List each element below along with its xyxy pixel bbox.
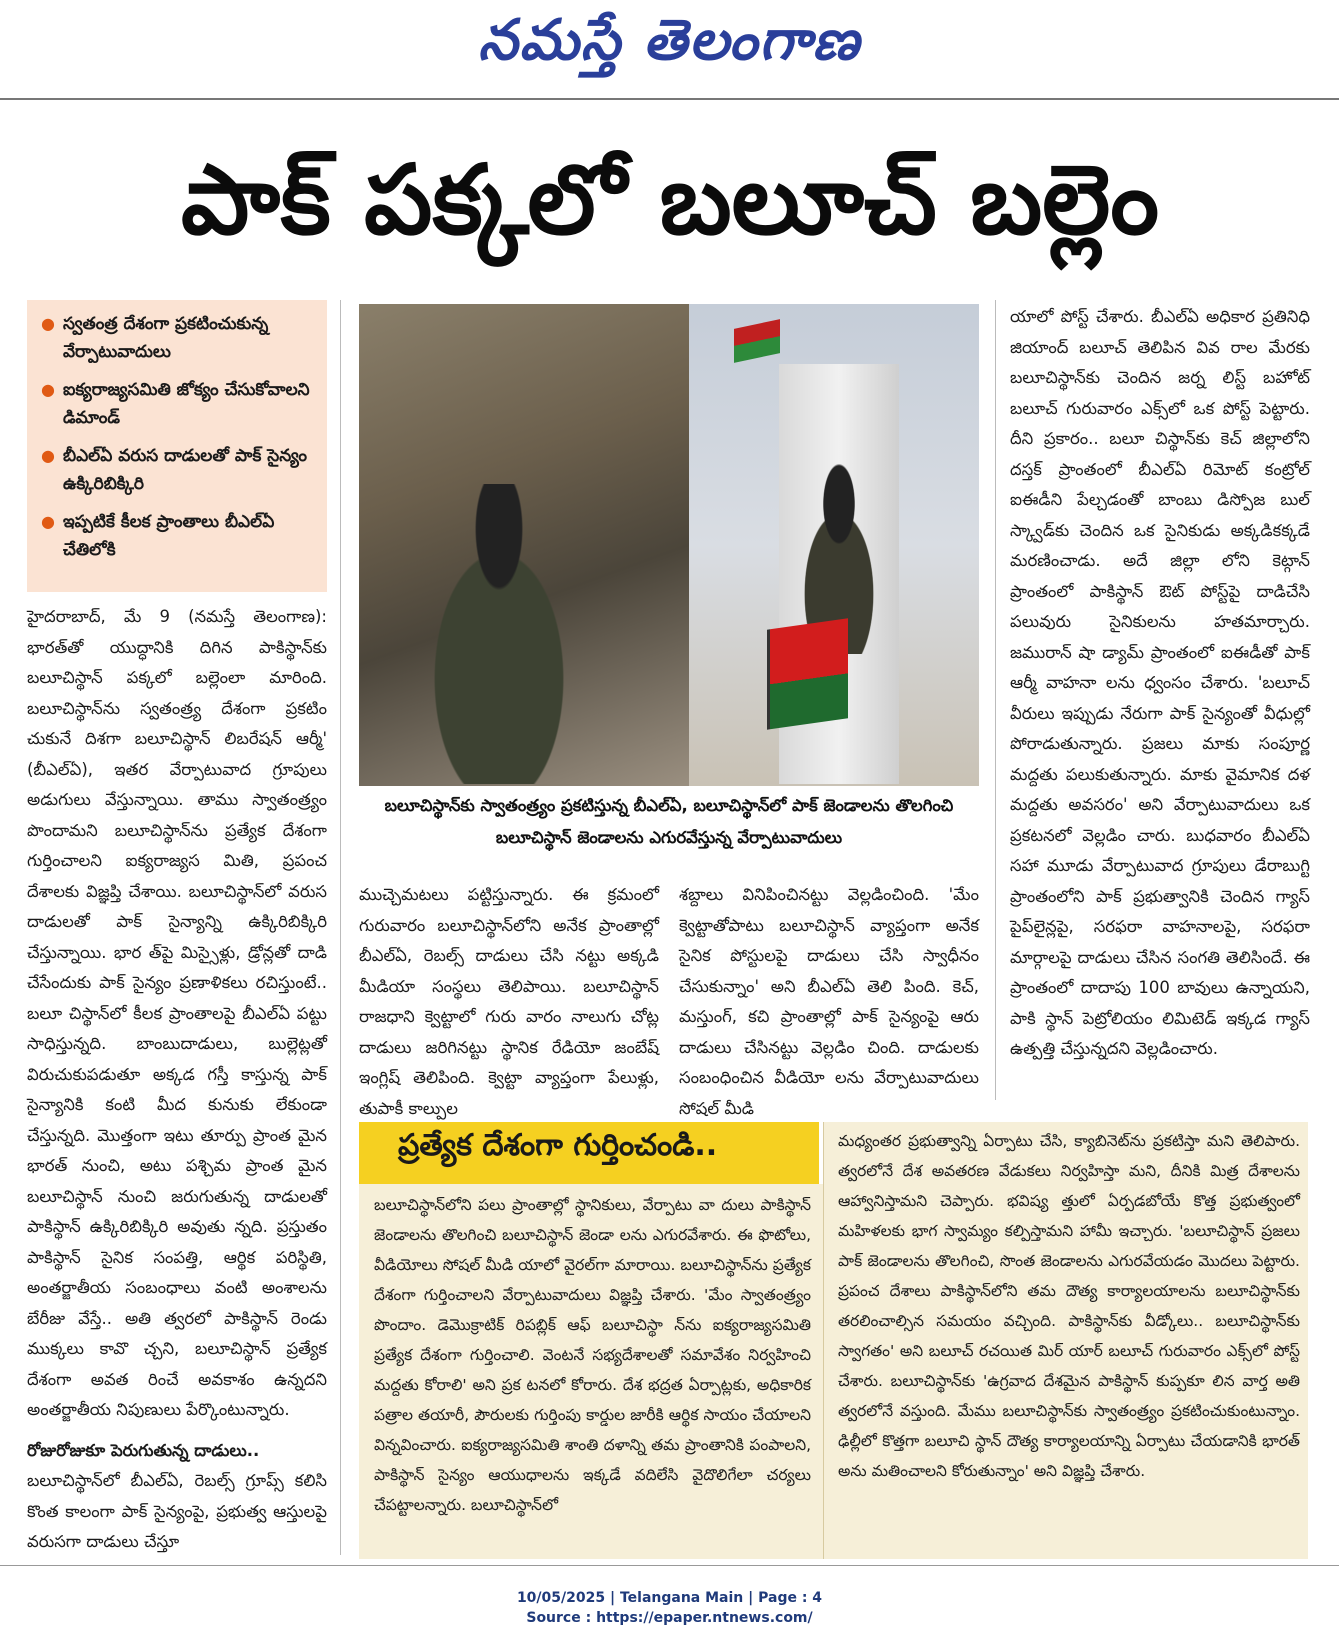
- article-column-4: [1010, 302, 1310, 1102]
- masthead: [0, 0, 1339, 98]
- subheading: రోజురోజుకూ పెరుగుతున్న దాడులు..: [27, 1440, 260, 1460]
- article-text: ముచ్చెమటలు పట్టిస్తున్నారు. ఈ క్రమంలో గురువారం బలూచిస్థాన్‌లోని అనేక ప్రాంతాల్లో బీఎల్‌ఏ, రెబల్స్ దాడులు చేసి నట్టు అక్కడి మీడియా సంస్థలు తెలిపాయి. బలూచిస్థాన్ రాజధాని క్వెట్టాలో గురు వారం నాలుగు చోట్ల దాడులు జరిగినట్టు స్థానిక రేడియో జంబేష్ ఇంగ్లిష్ తెలిపింది. క్వెట్టా వ్యాప్తంగా పేలుళ్లు, తుపాకీ కాల్పుల: [359, 885, 659, 1118]
- article-text: మధ్యంతర ప్రభుత్వాన్ని ఏర్పాటు చేసి, క్యాబినెట్‌ను ప్రకటిస్తా మని తెలిపారు. త్వరలోనే దేశ అవతరణ వేడుకలు నిర్వహిస్తా మని, దీనికి మిత్ర దేశాలను ఆహ్వానిస్తామని చెప్పారు. భవిష్య త్తులో ఏర్పడబోయే కొత్త ప్రభుత్వంలో మహిళలకు భాగ స్వామ్యం కల్పిస్తామని హామీ ఇచ్చారు. 'బలూచిస్థాన్ ప్రజలు పాక్ జెండాలను తొలగించి, సొంత జెండాలను ఎగురవేయడం మొదలు పెట్టారు. ప్రపంచ దేశాలు పాకిస్థాన్‌లోని తమ దౌత్య కార్యాలయాలను బలూచిస్థాన్‌కు తరలించాల్సిన సమయం వచ్చింది. పాకిస్థాన్‌కు వీడ్కోలు.. బలూచిస్థాన్‌కు స్వాగతం' అని బలూచ్ రచయిత మిర్ యార్ బలూచ్ గురువారం ఎక్స్‌లో పోస్ట్ చేశారు. బలూచిస్థాన్‌కు 'ఉగ్రవాద దేశమైన పాకిస్థాన్ కుప్పకూ లిన వార్త అతి త్వరలోనే వస్తుంది. మేము బలూచిస్థాన్‌కు స్వాతంత్ర్యం ప్రకటించుకుంటున్నాం. ఢిల్లీలో కొత్తగా బలూచి స్థాన్ దౌత్య కార్యాలయాన్ని ఏర్పాటు చేయడానికి భారత్ అను మతించాలని కోరుతున్నాం' అని విజ్ఞప్తి చేశారు.: [838, 1132, 1300, 1480]
- box-column-left: [374, 1190, 811, 1550]
- article-text: హైదరాబాద్, మే 9 (నమస్తే తెలంగాణ): భారత్‌తో యుద్ధానికి దిగిన పాకిస్థాన్‌కు బలూచిస్థాన్ పక్కలో బల్లెంలా మారింది. బలూచిస్థాన్‌ను స్వతంత్ర్య దేశంగా ప్రకటిం చుకునే దిశగా బలూచిస్థాన్ లిబరేషన్ ఆర్మీ' (బీఎల్‌ఏ), ఇతర వేర్పాటువాద గ్రూపులు అడుగులు వేస్తున్నాయి. తాము స్వాతంత్ర్యం పొందామని బలూచిస్థాన్‌ను ప్రత్యేక దేశంగా గుర్తించాలని ఐక్యరాజ్యస మితి, ప్రపంచ దేశాలకు విజ్ఞప్తి చేశాయి. బలూచిస్థాన్‌లో వరుస దాడులతో పాక్ సైన్యాన్ని ఉక్కిరిబిక్కిరి చేస్తున్నాయి. భార త్‌పై మిస్సైళ్లు, డ్రోన్లతో దాడి చేసేందుకు పాక్ సైన్యం ప్రణాళికలు రచిస్తుంటే.. బలూ చిస్థాన్‌లో కీలక ప్రాంతాలపై బీఎల్‌ఏ పట్టు సాధిస్తున్నది. బాంబుదాడులు, బుల్లెట్లతో విరుచుకుపడుతూ అక్కడ గస్తీ కాస్తున్న పాక్ సైన్యానికి కంటి మీద కునుకు లేకుండా చేస్తున్నది. మొత్తంగా ఇటు తూర్పు ప్రాంత మైన భారత్ నుంచి, అటు పశ్చిమ ప్రాంత మైన బలూచిస్థాన్ నుంచి జరుగుతున్న దాడులతో పాకిస్థాన్ ఉక్కిరిబిక్కిరి అవుతు న్నది. ప్రస్తుతం పాకిస్థాన్ సైనిక సంపత్తి, ఆర్థిక పరిస్థితి, అంతర్జాతీయ సంబంధాలు వంటి అంశాలను బేరీజు వేస్తే.. అతి త్వరలో పాకిస్థాన్ రెండు ముక్కలు కావొ చ్చని, బలూచిస్థాన్ ప్రత్యేక దేశంగా అవత రించే అవకాశం ఉన్నదని అంతర్జాతీయ నిపుణులు పేర్కొంటున్నారు.: [27, 607, 327, 1419]
- footer-divider: [0, 1565, 1339, 1566]
- masthead-title: నమస్తే తెలంగాణ: [478, 8, 861, 73]
- bullet-icon: ●: [41, 314, 55, 333]
- footer-source-link[interactable]: Source : https://epaper.ntnews.com/: [526, 1610, 813, 1626]
- flag-icon: [767, 618, 848, 729]
- article-column-2: [359, 880, 659, 1118]
- bullet-icon: ●: [41, 380, 55, 399]
- box-title: ప్రత్యేక దేశంగా గుర్తించండి..: [398, 1128, 718, 1163]
- soldier-figure: [399, 484, 599, 784]
- bullet-icon: ●: [41, 446, 55, 465]
- article-column-3: [679, 880, 979, 1118]
- flag-icon: [734, 319, 780, 363]
- highlights-box: [27, 300, 327, 592]
- highlight-item: ● బీఎల్ఏ వరుస దాడులతో పాక్ సైన్యం ఉక్కిరిబిక్కిరి: [41, 442, 317, 498]
- box-divider: [823, 1122, 824, 1559]
- article-text: బలూచిస్థాన్‌లోని పలు ప్రాంతాల్లో స్థానికులు, వేర్పాటు వా దులు పాకిస్థాన్ జెండాలను తొలగించి బలూచిస్థాన్ జెండా లను ఎగురవేశారు. ఈ ఫొటోలు, వీడియోలు సోషల్ మీడి యాలో వైరల్‌గా మారాయి. బలూచిస్థాన్‌ను ప్రత్యేక దేశంగా గుర్తించాలని వేర్పాటువాదులు విజ్ఞప్తి చేశారు. 'మేం స్వాతంత్ర్యం పొందాం. డెమొక్రాటిక్ రిపబ్లిక్ ఆఫ్ బలూచిస్థా న్‌ను ఐక్యరాజ్యసమితి ప్రత్యేక దేశంగా గుర్తించాలి. వెంటనే సభ్యదేశాలతో సమావేశం నిర్వహించి మద్దతు కోరాలి' అని ప్రక టనలో కోరారు. దేశ భద్రత ఏర్పాట్లకు, అధికారిక పత్రాల తయారీ, పౌరులకు గుర్తింపు కార్డుల జారీకి ఆర్థిక సాయం చేయాలని విన్నవించారు. ఐక్యరాజ్యసమితి శాంతి దళాన్ని తమ ప్రాంతానికి పంపాలని, పాకిస్థాన్ సైన్యం ఆయుధాలను ఇక్కడే వదిలేసి వైదొలిగేలా చర్యలు చేపట్టాలన్నారు. బలూచిస్థాన్‌లో: [374, 1196, 811, 1514]
- article-text: యాలో పోస్ట్ చేశారు. బీఎల్‌ఏ అధికార ప్రతినిధి జియాంద్ బలూచ్ తెలిపిన వివ రాల మేరకు బలూచిస్థాన్‌కు చెందిన జర్న లిస్ట్ బహోట్ బలూచ్ గురువారం ఎక్స్‌లో ఒక పోస్ట్ పెట్టారు. దీని ప్రకారం.. బలూ చిస్థాన్‌కు కెచ్ జిల్లాలోని దస్తక్ ప్రాంతంలో బీఎల్‌ఏ రిమోట్ కంట్రోల్ ఐఈడీని పేల్చడంతో బాంబు డిస్పోజ బుల్ స్క్వాడ్‌కు చెందిన ఒక సైనికుడు అక్కడికక్కడే మరణించాడు. అదే జిల్లా లోని కెట్గాన్ ప్రాంతంలో పాకిస్థాన్ ఔట్ పోస్ట్‌పై దాడిచేసి పలువురు సైనికులను హతమార్చారు. జమురాన్ షా డ్యామ్ ప్రాంతంలో ఐఈడీతో పాక్ ఆర్మీ వాహనా లను ధ్వంసం చేశారు. 'బలూచ్ వీరులు ఇప్పుడు నేరుగా పాక్ సైన్యంతో వీధుల్లో పోరాడుతున్నారు. ప్రజలు మాకు సంపూర్ణ మద్దతు పలుకుతున్నారు. మాకు వైమానిక దళ మద్దతు అవసరం' అని వేర్పాటువాదులు ఒక ప్రకటనలో వెల్లడిం చారు. బుధవారం బీఎల్‌ఏ సహా మూడు వేర్పాటువాద గ్రూపులు డేరాబుగ్టి ప్రాంతంలోని పాక్ ప్రభుత్వానికి చెందిన గ్యాస్ పైప్‌లైన్లపై, సరఫరా వాహనాలపై, సరఫరా మార్గాలపై దాడులు చేసిన సంగతి తెలిసిందే. ఈ ప్రాంతంలో దాదాపు 100 బావులు ఉన్నాయని, పాకి స్థాన్ పెట్రోలియం లిమిటెడ్ ఇక్కడ గ్యాస్ ఉత్పత్తి చేస్తున్నదని వెల్లడించారు.: [1010, 307, 1310, 1058]
- article-column-1: [27, 602, 327, 1552]
- highlight-item: ● ఇప్పటికే కీలక ప్రాంతాలు బీఎల్ఏ చేతిలోకి: [41, 508, 317, 564]
- column-divider: [340, 300, 341, 1555]
- headline: పాక్ పక్కలో బలూచ్ బల్లెం: [181, 144, 1159, 256]
- article-text: శబ్దాలు వినిపించినట్టు వెల్లడించింది. 'మేం క్వెట్టాతోపాటు బలూచిస్థాన్ వ్యాప్తంగా అనేక సైనిక పోస్టులపై దాడులు చేసి స్వాధీనం చేసుకున్నాం' అని బీఎల్‌ఏ తెలి పింది. కెచ్, మస్తుంగ్, కచి ప్రాంతాల్లో పాక్ సైన్యంపై ఆరు దాడులు చేసినట్టు వెల్లడిం చింది. దాడులకు సంబంధించిన వీడియో లను వేర్పాటువాదులు సోషల్ మీడి: [679, 885, 979, 1118]
- bullet-icon: ●: [41, 512, 55, 531]
- footer: [0, 1588, 1339, 1628]
- photo-militants: [359, 304, 689, 786]
- column-divider: [995, 300, 996, 1100]
- highlight-item: ● ఐక్యరాజ్యసమితి జోక్యం చేసుకోవాలని డిమాండ్: [41, 376, 317, 432]
- photo-flag-tower: [689, 304, 979, 786]
- highlight-item: ● స్వతంత్ర దేశంగా ప్రకటించుకున్న వేర్పాటువాదులు: [41, 310, 317, 366]
- box-column-right: [838, 1126, 1300, 1551]
- footer-date-line: 10/05/2025 | Telangana Main | Page : 4: [516, 1590, 823, 1606]
- article-text: బలూచిస్థాన్‌లో బీఎల్‌ఏ, రెబల్స్ గ్రూప్స్ కలిసి కొంత కాలంగా పాక్ సైన్యంపై, ప్రభుత్వ ఆస్తులపై వరుసగా దాడులు చేస్తూ: [27, 1471, 327, 1551]
- photo-caption: బలూచిస్థాన్‌కు స్వాతంత్ర్యం ప్రకటిస్తున్న బీఎల్ఏ, బలూచిస్థాన్‌లో పాక్ జెండాలను తొలగించి బలూచిస్థాన్ జెండాలను ఎగురవేస్తున్న వేర్పాటువాదులు: [384, 796, 954, 847]
- masthead-divider: [0, 98, 1339, 100]
